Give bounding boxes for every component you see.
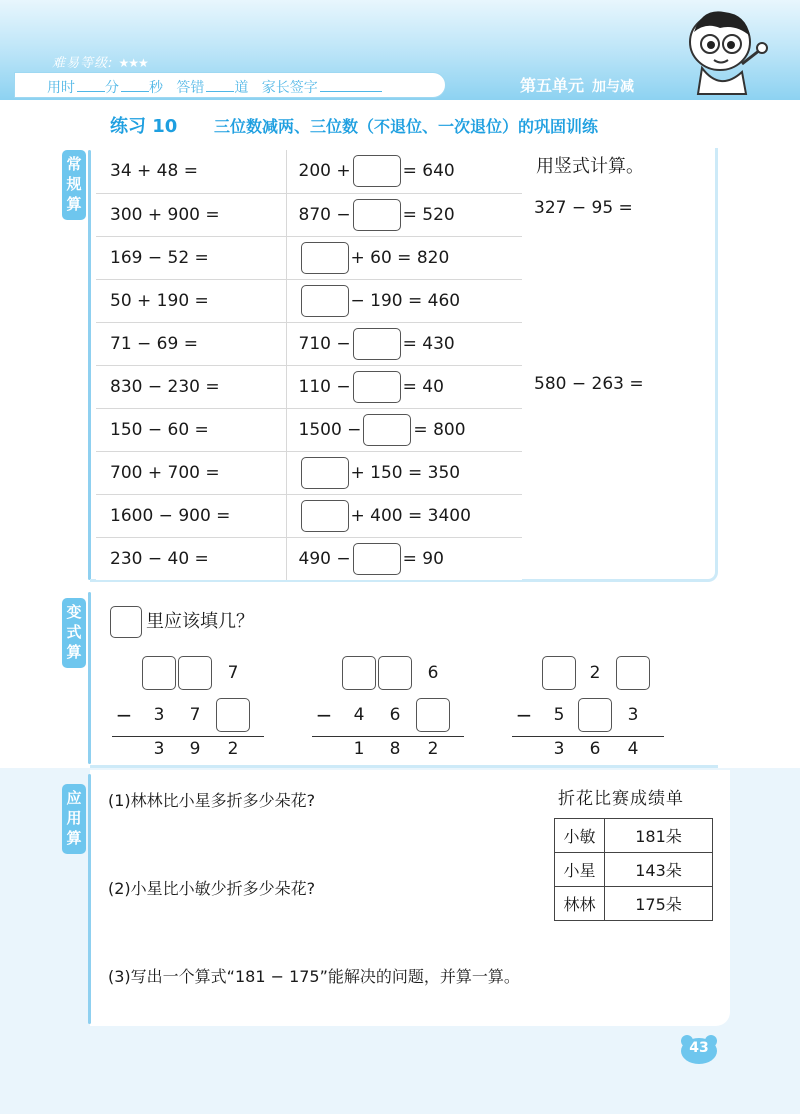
- puzzle-digit: 4: [353, 705, 365, 725]
- applied-question-2: (2)小星比小敏少折多少朵花?: [108, 879, 316, 898]
- difficulty-label: 难易等级:: [52, 56, 114, 71]
- calc-row: [96, 365, 522, 408]
- difficulty-rating: [52, 52, 148, 71]
- calc-row: [96, 236, 522, 279]
- subtraction-puzzle: [512, 656, 672, 766]
- puzzle-digit: 5: [553, 705, 565, 725]
- answer-box[interactable]: [142, 656, 176, 690]
- fill-in-equation: [286, 322, 522, 365]
- puzzle-digit: 3: [153, 705, 165, 725]
- score-table: [554, 818, 713, 921]
- tab-variant-calc: 变式算: [62, 598, 86, 668]
- answer-box[interactable]: [216, 698, 250, 732]
- answer-box[interactable]: [353, 328, 401, 360]
- practice-subtitle: 三位数减两、三位数（不退位、一次退位）的巩固训练: [214, 117, 599, 136]
- sum-line: [112, 736, 264, 737]
- calc-row: [96, 537, 522, 580]
- equation-before: 110 −: [298, 376, 351, 397]
- puzzle-digit: 2: [227, 739, 239, 759]
- puzzle-digit: 7: [189, 705, 201, 725]
- score-value: 181朵: [605, 819, 713, 853]
- vertical-calc-question-1: 327 − 95 =: [534, 198, 633, 218]
- puzzle-digit: 3: [553, 739, 565, 759]
- equation-after: − 190 = 460: [350, 290, 461, 311]
- calc-expression: 230 − 40 =: [96, 537, 286, 580]
- score-name: 林林: [555, 887, 605, 921]
- puzzle-digit: 6: [427, 663, 439, 683]
- record-bar: [14, 72, 446, 98]
- score-row: [555, 887, 713, 921]
- parent-sign-blank[interactable]: [320, 80, 382, 92]
- equation-before: 490 −: [298, 548, 351, 569]
- answer-box[interactable]: [178, 656, 212, 690]
- calc-expression: 700 + 700 =: [96, 451, 286, 494]
- puzzle-digit: 3: [627, 705, 639, 725]
- unit-title: 第五单元 加与减: [520, 76, 635, 95]
- calc-expression: 1600 − 900 =: [96, 494, 286, 537]
- calc-row: [96, 494, 522, 537]
- fill-in-equation: [286, 408, 522, 451]
- minus-sign: −: [515, 703, 533, 727]
- calc-row: [96, 193, 522, 236]
- equation-after: = 40: [402, 376, 444, 397]
- answer-box[interactable]: [301, 242, 349, 274]
- equation-before: 710 −: [298, 333, 351, 354]
- puzzle-digit: 2: [589, 663, 601, 683]
- minus-sign: −: [315, 703, 333, 727]
- score-row: [555, 853, 713, 887]
- equation-after: + 400 = 3400: [350, 505, 471, 526]
- tab-applied-calc: 应用算: [62, 784, 86, 854]
- subtraction-puzzle: [312, 656, 472, 766]
- answer-box[interactable]: [301, 457, 349, 489]
- calc-row: [96, 150, 522, 193]
- answer-box[interactable]: [301, 285, 349, 317]
- fill-in-equation: [286, 537, 522, 580]
- score-value: 143朵: [605, 853, 713, 887]
- score-row: [555, 819, 713, 853]
- answer-box[interactable]: [342, 656, 376, 690]
- applied-question-3: (3)写出一个算式“181 − 175”能解决的问题，并算一算。: [108, 967, 520, 986]
- vertical-calc-title: 用竖式计算。: [536, 156, 644, 177]
- answer-box[interactable]: [378, 656, 412, 690]
- puzzle-digit: 2: [427, 739, 439, 759]
- calc-row: [96, 322, 522, 365]
- tab-routine-calc: 常规算: [62, 150, 86, 220]
- fill-in-equation: [286, 193, 522, 236]
- answer-box[interactable]: [542, 656, 576, 690]
- answer-box: [110, 606, 142, 638]
- parent-sign-label: 家长签字: [261, 80, 318, 96]
- calc-row: [96, 279, 522, 322]
- answer-box[interactable]: [363, 414, 411, 446]
- unit-subtitle: 加与减: [592, 79, 635, 95]
- equation-after: = 430: [402, 333, 455, 354]
- answer-box[interactable]: [416, 698, 450, 732]
- vertical-calc-question-2: 580 − 263 =: [534, 374, 644, 394]
- calc-expression: 169 − 52 =: [96, 236, 286, 279]
- fill-in-equation: [286, 494, 522, 537]
- answer-box[interactable]: [353, 543, 401, 575]
- equation-after: = 800: [413, 419, 466, 440]
- routine-calc-table: [96, 150, 522, 580]
- fill-in-equation: [286, 279, 522, 322]
- page-number-badge: [680, 1034, 718, 1064]
- calc-expression: 34 + 48 =: [96, 150, 286, 193]
- puzzle-digit: 9: [189, 739, 201, 759]
- subtraction-puzzle: [112, 656, 272, 766]
- equation-before: 1500 −: [298, 419, 362, 440]
- calc-expression: 300 + 900 =: [96, 193, 286, 236]
- fill-in-equation: [286, 365, 522, 408]
- equation-after: + 150 = 350: [350, 462, 461, 483]
- calc-row: [96, 408, 522, 451]
- equation-after: = 90: [402, 548, 444, 569]
- equation-after: + 60 = 820: [350, 247, 450, 268]
- seconds-label: 秒: [149, 80, 163, 96]
- equation-after: = 640: [402, 161, 455, 182]
- equation-before: 870 −: [298, 204, 351, 225]
- score-value: 175朵: [605, 887, 713, 921]
- fill-in-equation: [286, 236, 522, 279]
- calc-expression: 50 + 190 =: [96, 279, 286, 322]
- answer-box[interactable]: [301, 500, 349, 532]
- answer-box[interactable]: [578, 698, 612, 732]
- time-minutes-blank[interactable]: [77, 80, 105, 92]
- difficulty-stars: ★★★: [118, 56, 148, 70]
- puzzle-digit: 3: [153, 739, 165, 759]
- practice-title: 练习 10: [110, 116, 178, 137]
- minus-sign: −: [115, 703, 133, 727]
- variant-title: 里应该填几？: [108, 606, 254, 638]
- calc-expression: 71 − 69 =: [96, 322, 286, 365]
- time-seconds-blank[interactable]: [121, 80, 149, 92]
- minutes-label: 分: [105, 80, 119, 96]
- score-name: 小星: [555, 853, 605, 887]
- wrong-count-blank[interactable]: [206, 80, 234, 92]
- fill-in-equation: [286, 451, 522, 494]
- puzzle-digit: 8: [389, 739, 401, 759]
- fill-in-equation: [286, 150, 522, 193]
- page-number: 43: [689, 1040, 709, 1056]
- puzzle-digit: 6: [589, 739, 601, 759]
- score-table-title: 折花比赛成绩单: [558, 789, 684, 809]
- wrong-unit: 道: [234, 80, 249, 96]
- section-divider-line: [88, 774, 91, 1024]
- score-name: 小敏: [555, 819, 605, 853]
- calc-row: [96, 451, 522, 494]
- wrong-label: 答错: [176, 80, 205, 96]
- sum-line: [512, 736, 664, 737]
- equation-before: 200 +: [298, 161, 351, 182]
- answer-box[interactable]: [353, 155, 401, 187]
- puzzle-digit: 1: [353, 739, 365, 759]
- calc-expression: 150 − 60 =: [96, 408, 286, 451]
- puzzle-digit: 4: [627, 739, 639, 759]
- sum-line: [312, 736, 464, 737]
- time-label: 用时: [47, 80, 75, 96]
- puzzle-digit: 7: [227, 663, 239, 683]
- applied-question-1: (1)林林比小星多折多少朵花?: [108, 791, 316, 810]
- calc-expression: 830 − 230 =: [96, 365, 286, 408]
- answer-box[interactable]: [353, 199, 401, 231]
- answer-box[interactable]: [616, 656, 650, 690]
- mascot-illustration: [672, 2, 772, 98]
- puzzle-digit: 6: [389, 705, 401, 725]
- answer-box[interactable]: [353, 371, 401, 403]
- equation-after: = 520: [402, 204, 455, 225]
